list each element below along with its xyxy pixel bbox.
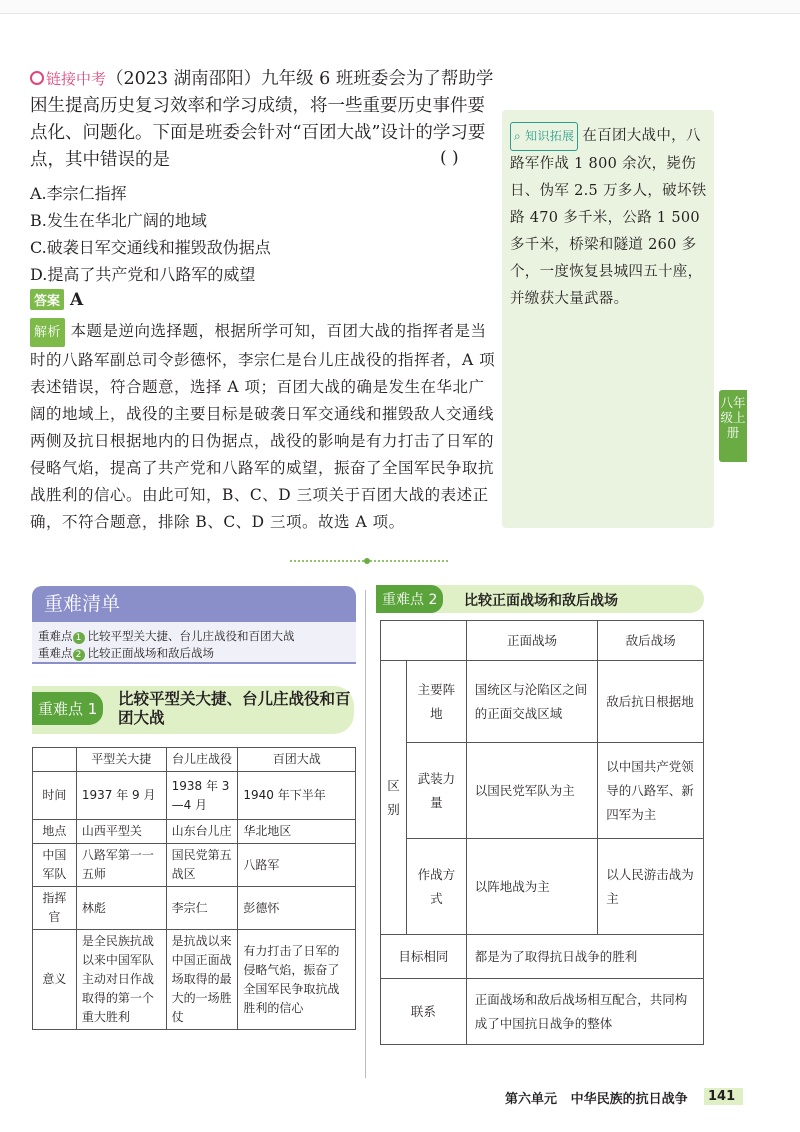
- kp1-col-pingxingguan: 平型关大捷: [76, 748, 166, 772]
- option-a: A.李宗仁指挥: [30, 184, 127, 203]
- answer-row: [30, 289, 83, 310]
- knowledge-tag: ⌕ 知识拓展: [510, 122, 578, 151]
- kp1-title: 比较平型关大捷、台儿庄战役和百团大战: [118, 690, 351, 727]
- explanation: 解析 本题是逆向选择题，根据所学可知，百团大战的指挥者是当时的八路军副总司令彭德怀，李宗仁是台儿庄战役的指挥者，A 项表述错误，符合题意，选择 A 项；百团大战的确是发生在华北广阔的地域上，战役的主要目标是破袭日军交通线和摧毁敌人交通线两侧及抗日根据地内的日伪据点，战役的影响是有力打击了日军的侵略气焰，提高了共产党和八路军的威望，振奋了全国军民争取抗战胜利的信心。由此可知，B、C、D 三项关于百团大战的表述正确，不符合题意，排除 B、C、D 三项。故选 A 项。: [30, 318, 500, 536]
- option-d: D.提高了共产党和八路军的威望: [30, 265, 256, 284]
- link-icon: [30, 71, 44, 85]
- footer-unit: 第六单元 中华民族的抗日战争: [505, 1092, 688, 1107]
- table-row: 联系 正面战场和敌后战场相互配合，共同构成了中国抗日战争的整体: [381, 979, 704, 1045]
- page-number: 141: [704, 1088, 743, 1105]
- table-row: 意义 是全民族抗战以来中国军队主动对日作战取得的第一个重大胜利 是抗战以来中国正面战场取得的最大的一场胜仗 有力打击了日军的侵略气焰，振奋了全国军民争取抗战胜利的信心: [33, 930, 356, 1030]
- summary-item-1: 重难点 1 比较平型关大捷、台儿庄战役和百团大战: [38, 629, 295, 643]
- summary-item-2: 重难点 2 比较正面战场和敌后战场: [38, 646, 214, 660]
- link-exam-tag: 链接中考: [30, 70, 106, 88]
- table-row: 目标相同 都是为了取得抗日战争的胜利: [381, 935, 704, 979]
- table-row: 指挥官 林彪 李宗仁 彭德怀: [33, 887, 356, 930]
- kp2-title: 比较正面战场和敌后战场: [464, 593, 618, 609]
- kp1-col-taierzhuang: 台儿庄战役: [166, 748, 238, 772]
- option-c: C.破袭日军交通线和摧毁敌伪据点: [30, 238, 271, 257]
- answer-value: A: [69, 290, 84, 310]
- section-divider: [290, 560, 448, 564]
- column-divider: [365, 590, 366, 1078]
- kp1-header-row: [33, 748, 356, 772]
- summary-title: 重难清单: [32, 586, 356, 622]
- table-row: 地点 山西平型关 山东台儿庄 华北地区: [33, 820, 356, 844]
- kp1-table: [32, 747, 356, 1030]
- kp2-header-row: [381, 621, 704, 661]
- kp2-group-label: 区别: [381, 661, 407, 935]
- table-row: 作战方式 以阵地战为主 以人民游击战为主: [381, 839, 704, 935]
- kp2-table: [380, 620, 704, 1045]
- kp1-col-baituan: 百团大战: [238, 748, 356, 772]
- answer-badge: 答案: [30, 289, 64, 310]
- answer-paren: ( ): [440, 148, 459, 168]
- option-b: B.发生在华北广阔的地域: [30, 211, 207, 230]
- knowledge-text: ⌕ 知识拓展 在百团大战中，八路军作战 1 800 余次，毙伤日、伪军 2.5 万多人，破坏铁路 470 多千米，公路 1 500 多千米，桥梁和隧道 260 多个，一度恢复县城四五十座，并缴获大量武器。: [510, 122, 710, 313]
- explain-badge: 解析: [30, 318, 65, 347]
- table-row: 中国军队 八路军第一一五师 国民党第五战区 八路军: [33, 844, 356, 887]
- kp2-tag: 重难点 2: [376, 585, 443, 613]
- kp2-col-rear: 敌后战场: [598, 621, 704, 661]
- grade-tab: 八年级上册: [719, 390, 747, 462]
- table-row: 区别 主要阵地 国统区与沦陷区之间的正面交战区域 敌后抗日根据地: [381, 661, 704, 743]
- page-top-edge: [0, 0, 800, 14]
- kp1-tag: 重难点 1: [32, 692, 103, 725]
- table-row: 武装力量 以国民党军队为主 以中国共产党领导的八路军、新四军为主: [381, 743, 704, 839]
- table-row: 时间 1937 年 9 月 1938 年 3—4 月 1940 年下半年: [33, 772, 356, 820]
- question-stem: 链接中考（2023 湖南邵阳）九年级 6 班班委会为了帮助学困生提高历史复习效率和学习成绩，将一些重要历史事件要点化、问题化。下面是班委会针对“百团大战”设计的学习要点，其中错误的是: [30, 69, 494, 170]
- kp2-col-front: 正面战场: [466, 621, 598, 661]
